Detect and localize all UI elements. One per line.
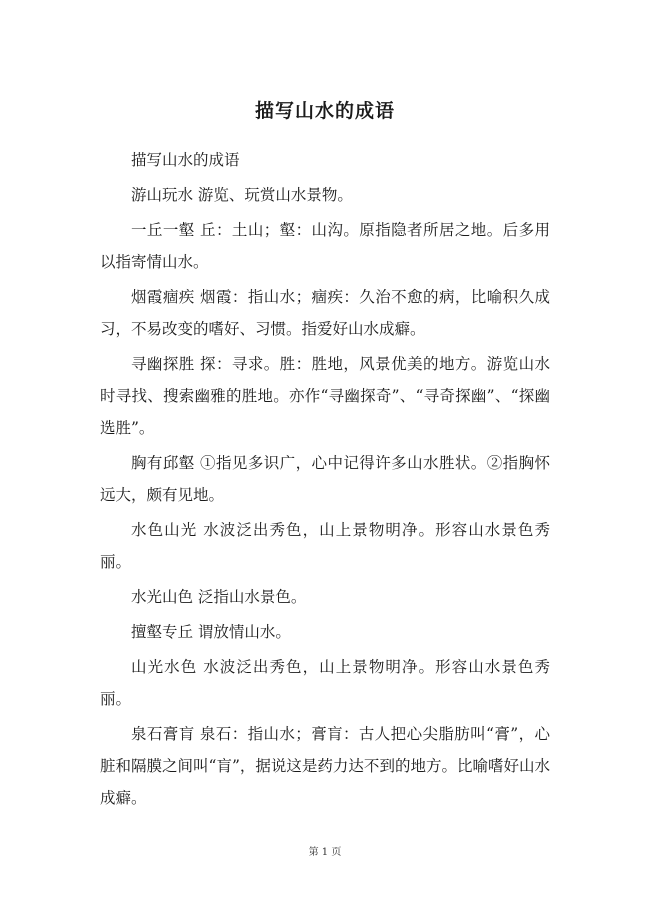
paragraph-idiom: 水色山光 水波泛出秀色，山上景物明净。形容山水景色秀丽。	[100, 521, 550, 571]
page-number: 第 1 页	[308, 847, 342, 858]
paragraph-idiom: 烟霞痼疾 烟霞：指山水；痼疾：久治不愈的病，比喻积久成习，不易改变的嗜好、习惯。指爱好山水成癖。	[100, 288, 550, 338]
paragraph-idiom: 胸有邱壑 ①指见多识广，心中记得许多山水胜状。②指胸怀远大，颇有见地。	[100, 454, 550, 504]
paragraph-idiom: 一丘一壑 丘：土山；壑：山沟。原指隐者所居之地。后多用以指寄情山水。	[100, 221, 550, 271]
document-body	[100, 144, 550, 817]
document-title: 描写山水的成语	[254, 100, 395, 122]
paragraph-idiom: 擅壑专丘 谓放情山水。	[131, 623, 291, 641]
paragraph-idiom: 泉石膏肓 泉石：指山水；膏肓：古人把心尖脂肪叫“膏”，心脏和隔膜之间叫“肓”，据说这是药力达不到的地方。比喻嗜好山水成癖。	[100, 725, 550, 807]
paragraph-idiom: 山光水色 水波泛出秀色，山上景物明净。形容山水景色秀丽。	[100, 658, 550, 708]
paragraph-heading: 描写山水的成语	[131, 151, 240, 169]
paragraph-idiom: 寻幽探胜 探：寻求。胜：胜地，风景优美的地方。游览山水时寻找、搜索幽雅的胜地。亦作“寻幽探奇”、“寻奇探幽”、“探幽选胜”。	[100, 355, 550, 437]
paragraph-idiom: 水光山色 泛指山水景色。	[131, 588, 307, 606]
paragraph-idiom: 游山玩水 游览、玩赏山水景物。	[131, 186, 353, 204]
